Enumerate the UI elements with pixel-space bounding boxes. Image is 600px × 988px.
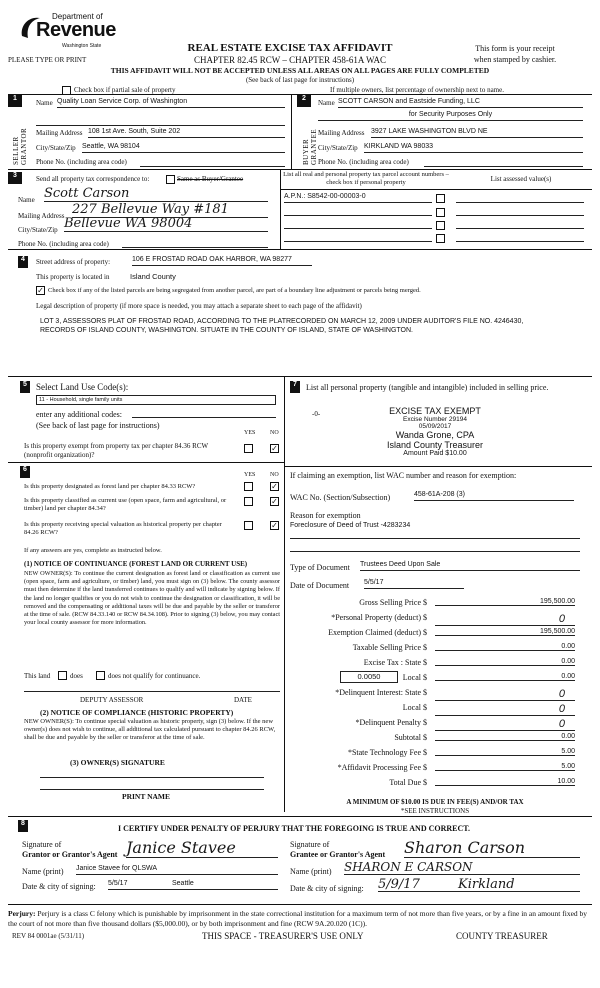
- parcel-number-3[interactable]: [284, 219, 432, 229]
- taxable-field[interactable]: 0.00: [435, 643, 575, 651]
- reason-field-line-2[interactable]: [290, 533, 580, 539]
- grantor-city-field[interactable]: Seattle: [168, 880, 278, 890]
- see-back-instructions: (See back of last page for instructions): [245, 76, 355, 84]
- doc-date-label: Date of Document: [290, 581, 350, 590]
- del-int-local-label: Local $: [402, 703, 427, 712]
- forest-no-checkbox[interactable]: ✓: [271, 482, 278, 491]
- grantor-date-label: Date & city of signing:: [22, 882, 96, 891]
- stamp-line-2: Excise Number 29194: [403, 416, 467, 423]
- s6-no-header: NO: [270, 472, 279, 478]
- assessed-value-4[interactable]: [456, 232, 584, 242]
- logo-name: Revenue: [36, 19, 116, 41]
- reason-label: Reason for exemption: [290, 511, 361, 520]
- grantor-sig-label-1: Signature of: [22, 840, 62, 849]
- additional-codes-label: enter any additional codes:: [36, 410, 122, 419]
- seller-phone-label: Phone No. (including area code): [36, 158, 127, 166]
- personal-label: *Personal Property (deduct) $: [331, 613, 427, 622]
- stamp-line-5: Island County Treasurer: [386, 440, 484, 450]
- grantee-city-field[interactable]: Kirkland: [448, 877, 580, 892]
- perjury-block: [8, 904, 592, 929]
- land-does-not-label: does not qualify for continuance.: [108, 672, 201, 680]
- land-does-checkbox[interactable]: [58, 671, 67, 680]
- s3-address-field[interactable]: 227 Bellevue Way #181: [72, 202, 268, 218]
- parcel-header-rule: [280, 189, 592, 190]
- current-use-yes-checkbox[interactable]: [244, 497, 253, 506]
- exempt-yes-checkbox[interactable]: [244, 444, 253, 453]
- grantee-signature[interactable]: Sharon Carson: [404, 838, 580, 858]
- s6-yes-header: YES: [244, 472, 256, 478]
- located-in-label: This property is located in: [36, 273, 110, 281]
- logo-state: Washington State: [62, 43, 102, 49]
- perjury-label: Perjury:: [8, 909, 36, 918]
- deputy-signature-line[interactable]: [24, 686, 280, 692]
- grantee-date-field[interactable]: 5/9/17: [378, 877, 448, 892]
- this-land-label: This land: [24, 672, 51, 680]
- exempt-stamp: [360, 406, 510, 457]
- delinquent-int-local-row: [290, 703, 575, 715]
- same-as-buyer-label: Same as Buyer/Grantee: [177, 175, 244, 183]
- street-address-label: Street address of property:: [36, 258, 111, 266]
- historical-yes-checkbox[interactable]: [244, 521, 253, 530]
- excise-state-row: [290, 658, 575, 670]
- parcel-3-personal-checkbox[interactable]: [436, 221, 445, 230]
- same-as-buyer-checkbox[interactable]: [166, 175, 175, 184]
- assessed-value-3[interactable]: [456, 219, 584, 229]
- personal-property-row: [290, 613, 575, 625]
- chapter-line: CHAPTER 82.45 RCW – CHAPTER 458-61A WAC: [194, 55, 386, 65]
- section-8-divider: [8, 816, 592, 817]
- s3-address-label: Mailing Address: [18, 212, 65, 220]
- stamp-line-4: Wanda Grone, CPA: [395, 430, 475, 440]
- buyer-phone-label: Phone No. (including area code): [318, 158, 409, 166]
- seller-address-label: Mailing Address: [36, 129, 83, 137]
- continuance-title: (1) NOTICE OF CONTINUANCE (FOREST LAND OR CURRENT USE): [24, 560, 248, 568]
- stamp-line-3: 05/09/2017: [418, 423, 452, 430]
- print-name-label: PRINT NAME: [122, 792, 170, 801]
- parcel-number-4[interactable]: [284, 232, 432, 242]
- parcel-number-1[interactable]: A.P.N.: S8542-00-00003-0: [284, 193, 432, 203]
- grantor-name-field[interactable]: Janice Stavee for QLSWA: [76, 865, 278, 875]
- affidavit-fee-field[interactable]: 5.00: [435, 763, 575, 771]
- parcel-header: List all real and personal property tax parcel account numbers – check box if personal property: [283, 171, 449, 186]
- s3-phone-label: Phone No. (including area code): [18, 240, 109, 248]
- page-title: REAL ESTATE EXCISE TAX AFFIDAVIT: [187, 42, 393, 54]
- grantee-sig-label-1: Signature of: [290, 840, 330, 849]
- minimum-fee-note: A MINIMUM OF $10.00 IS DUE IN FEE(S) AND/OR TAX: [346, 798, 524, 806]
- doc-type-field[interactable]: Trustees Deed Upon Sale: [360, 561, 580, 571]
- deputy-date-label: DATE: [234, 696, 252, 704]
- land-does-not-checkbox[interactable]: [96, 671, 105, 680]
- affidavit-fee-label: *Affidavit Processing Fee $: [337, 763, 427, 772]
- please-type: PLEASE TYPE OR PRINT: [8, 56, 87, 64]
- taxable-label: Taxable Selling Price $: [352, 643, 427, 652]
- assessed-header: List assessed value(s): [490, 175, 552, 183]
- buyer-side-label: BUYER GRANTEE: [302, 128, 318, 165]
- local-rate-field[interactable]: 0.0050: [340, 671, 398, 683]
- county-field[interactable]: Island County: [130, 272, 176, 281]
- personal-property-value[interactable]: -0-: [312, 410, 321, 418]
- seller-city-field[interactable]: Seattle, WA 98104: [82, 143, 285, 153]
- exemption-label: If claiming an exemption, list WAC number and reason for exemption:: [290, 471, 517, 480]
- excise-state-field[interactable]: 0.00: [435, 658, 575, 666]
- s3-name-label: Name: [18, 196, 35, 204]
- forest-land-question: Is this property designated as forest land per chapter 84.33 RCW?: [24, 483, 196, 490]
- segregated-label: Check box if any of the listed parcels are being segregated from another parcel, are part of a boundary line adjustment or parcels being merged.: [48, 287, 421, 294]
- revenue-logo: [18, 12, 116, 52]
- street-address-field[interactable]: 106 E FROSTAD ROAD OAK HARBOR, WA 98277: [132, 256, 312, 266]
- compliance-title: (2) NOTICE OF COMPLIANCE (HISTORIC PROPERTY): [40, 708, 234, 717]
- county-treasurer: COUNTY TREASURER: [456, 931, 548, 941]
- owner-print-line[interactable]: [40, 784, 264, 790]
- s3-city-label: City/State/Zip: [18, 226, 58, 234]
- buyer-city-label: City/State/Zip: [318, 144, 358, 152]
- s5-no-header: NO: [270, 430, 279, 436]
- owner-signature-label: (3) OWNER(S) SIGNATURE: [70, 758, 165, 767]
- wac-field[interactable]: 458-61A-208 (3): [414, 491, 574, 501]
- compliance-text: NEW OWNER(S): To continue special valuation as historic property, sign (3) below. If the new owner(s) does not wish to continue, all additional tax calculated pursuant to chapter 84.26 RCW, shall be due and payable by the seller or transferor at the time of sale.: [24, 718, 276, 741]
- multiple-owners-note: If multiple owners, list percentage of ownership next to name.: [330, 86, 504, 94]
- buyer-name-field-2[interactable]: for Security Purposes Only: [318, 111, 583, 121]
- seller-city-label: City/State/Zip: [36, 144, 76, 152]
- buyer-address-field[interactable]: 3927 LAKE WASHINGTON BLVD NE: [371, 128, 583, 138]
- if-any-yes: If any answers are yes, complete as instructed below.: [24, 547, 162, 554]
- buyer-phone-field[interactable]: [424, 157, 583, 167]
- reason-field-line-3[interactable]: [290, 546, 580, 552]
- buyer-name-label: Name: [318, 99, 335, 107]
- total-field[interactable]: 10.00: [435, 778, 575, 786]
- grantee-date-label: Date & city of signing:: [290, 884, 364, 893]
- exempt-no-checkbox[interactable]: ✓: [271, 444, 278, 453]
- excise-local-label: Local $: [402, 673, 427, 682]
- doc-date-field[interactable]: 5/5/17: [364, 579, 464, 589]
- parcel-1-personal-checkbox[interactable]: [436, 194, 445, 203]
- additional-codes-field[interactable]: [132, 408, 276, 418]
- exemption-claimed-field[interactable]: 195,500.00: [435, 628, 575, 636]
- s5-see-back: (See back of last page for instructions): [36, 421, 160, 430]
- reason-field[interactable]: Foreclosure of Deed of Trust -4283234: [290, 522, 411, 529]
- del-int-local-field[interactable]: 0: [435, 703, 575, 716]
- grantor-signature[interactable]: Janice Stavee: [126, 838, 278, 858]
- section-number-5: 5: [20, 381, 30, 393]
- legal-description-label: Legal description of property (if more space is needed, you may attach a separate sheet to each page of the affidavit): [36, 302, 362, 310]
- logo-dept: Department of: [52, 12, 103, 21]
- excise-state-label: Excise Tax : State $: [363, 658, 427, 667]
- s7-divider: [284, 466, 592, 467]
- tech-fee-row: [290, 748, 575, 760]
- del-int-state-field[interactable]: 0: [435, 688, 575, 701]
- section-number-4: 4: [18, 256, 28, 268]
- gross-selling-price-row: [290, 598, 575, 610]
- current-use-no-checkbox[interactable]: ✓: [271, 497, 278, 506]
- del-penalty-label: *Delinquent Penalty $: [355, 718, 427, 727]
- select-land-use-label: Select Land Use Code(s):: [36, 382, 129, 392]
- section-number-8: 8: [18, 820, 28, 832]
- wac-label: WAC No. (Section/Subsection): [290, 493, 391, 502]
- send-correspondence-label: Send all property tax correspondence to:: [36, 175, 150, 183]
- grantor-sig-label-2: Grantor or Grantor's Agent: [22, 850, 118, 859]
- total-label: Total Due $: [389, 778, 427, 787]
- seller-phone-field[interactable]: [140, 157, 285, 167]
- treasurer-space: THIS SPACE - TREASURER'S USE ONLY: [202, 931, 364, 941]
- seller-side-label: SELLER GRANTOR: [12, 127, 28, 165]
- personal-property-label: List all personal property (tangible and intangible) included in selling price.: [306, 383, 549, 392]
- delinquent-int-state-row: [290, 688, 575, 700]
- not-accepted-warning: THIS AFFIDAVIT WILL NOT BE ACCEPTED UNLESS ALL AREAS ON ALL PAGES ARE FULLY COMPLETED: [110, 66, 490, 75]
- grantor-date-field[interactable]: 5/5/17: [108, 880, 168, 890]
- section-6-divider: [8, 462, 284, 463]
- affidavit-fee-row: [290, 763, 575, 775]
- s3-name-field[interactable]: Scott Carson: [44, 186, 268, 202]
- total-due-row: [290, 778, 575, 790]
- certify-statement: I CERTIFY UNDER PENALTY OF PERJURY THAT THE FOREGOING IS TRUE AND CORRECT.: [118, 824, 471, 833]
- seller-name-field[interactable]: Quality Loan Service Corp. of Washington: [57, 98, 285, 108]
- seller-name-field-2[interactable]: [36, 118, 285, 126]
- delinquent-penalty-row: [290, 718, 575, 730]
- s3-city-field[interactable]: Bellevue WA 98004: [64, 216, 268, 232]
- seller-name-label: Name: [36, 99, 53, 107]
- subtotal-row: [290, 733, 575, 745]
- tech-fee-field[interactable]: 5.00: [435, 748, 575, 756]
- gross-label: Gross Selling Price $: [359, 598, 427, 607]
- section-number-6: 6: [20, 466, 30, 478]
- buyer-name-field[interactable]: SCOTT CARSON and Eastside Funding, LLC: [338, 98, 583, 108]
- buyer-address-label: Mailing Address: [318, 129, 365, 137]
- personal-field[interactable]: 0: [435, 613, 575, 626]
- exemption-claimed-label: Exemption Claimed (deduct) $: [328, 628, 427, 637]
- gross-field[interactable]: 195,500.00: [435, 598, 575, 606]
- historical-no-checkbox[interactable]: ✓: [271, 521, 278, 530]
- exempt-question: Is this property exempt from property tax per chapter 84.36 RCW (nonprofit organization)?: [24, 442, 208, 459]
- left-column-border: [284, 376, 285, 812]
- deputy-assessor-label: DEPUTY ASSESSOR: [80, 696, 144, 704]
- buyer-city-field[interactable]: KIRKLAND WA 98033: [364, 143, 583, 153]
- assessed-value-1[interactable]: [456, 193, 584, 203]
- receipt-line-2: when stamped by cashier.: [473, 55, 557, 64]
- grantee-sig-label-2: Grantee or Grantor's Agent: [290, 850, 386, 859]
- assessed-value-2[interactable]: [456, 206, 584, 216]
- form-revision: REV 84 0001ae (5/31/11): [12, 932, 85, 940]
- segregated-checkbox[interactable]: ✓: [37, 286, 44, 295]
- s5-yes-header: YES: [244, 430, 256, 436]
- subtotal-field[interactable]: 0.00: [435, 733, 575, 741]
- grantee-name-field[interactable]: SHARON E CARSON: [344, 860, 580, 875]
- seller-address-field[interactable]: 108 1st Ave. South, Suite 202: [88, 128, 285, 138]
- parcel-4-personal-checkbox[interactable]: [436, 234, 445, 243]
- continuance-text: NEW OWNER(S): To continue the current designation as forest land or classification as current use (open space, farm and agriculture, or timber) land, you must sign on (3) below. The county assessor must then determine if the land transferred continues to qualify and will indicate by signing below. If the land no longer qualifies or you do not wish to continue the designation or classification, it will be removed and the compensating or additional taxes will be due and payable by the seller or transferor at the time of sale. (RCW 84.33.140 or RCW 84.34.108). Prior to signing (3) below, you may contact your local county assessor for more information.: [24, 570, 280, 627]
- perjury-text: Perjury is a class C felony which is punishable by imprisonment in the state correctional institution for a maximum term of not more than five years, or by a fine in an amount fixed by the court of not more than five thousand dollars ($5,000.00), or by both imprisonment and fine (RCW 9A.20.020 (1C)).: [8, 909, 588, 928]
- parcel-number-2[interactable]: [284, 206, 432, 216]
- receipt-line-1: This form is your receipt: [475, 44, 555, 53]
- section-number-7: 7: [290, 381, 300, 393]
- del-penalty-field[interactable]: 0: [435, 718, 575, 731]
- grantor-name-label: Name (print): [22, 867, 64, 876]
- s3-phone-field[interactable]: [122, 238, 268, 248]
- see-instructions-note: *SEE INSTRUCTIONS: [400, 807, 470, 815]
- tech-fee-label: *State Technology Fee $: [347, 748, 427, 757]
- taxable-price-row: [290, 643, 575, 655]
- subtotal-label: Subtotal $: [394, 733, 427, 742]
- land-does-label: does: [70, 672, 83, 680]
- current-use-question: Is this property classified as current use (open space, farm and agricultural, or timber) land per chapter 84.34?: [24, 497, 227, 512]
- section-number-3: 3: [8, 172, 22, 184]
- section-4-divider: [8, 376, 592, 377]
- land-use-select[interactable]: 11 - Household, single family units: [36, 395, 276, 405]
- forest-yes-checkbox[interactable]: [244, 482, 253, 491]
- legal-description-text[interactable]: LOT 3, ASSESSORS PLAT OF FROSTAD ROAD, ACCORDING TO THE PLATRECORDED ON MARCH 12, 2009 UNDER AUDITOR'S FILE NO. 4246430, RECORDS OF ISLAND COUNTY, WASHINGTON. SITUATE IN THE COUNTY OF ISLAND, STATE OF WASHINGTON.: [40, 318, 524, 334]
- stamp-line-6: Amount Paid $10.00: [403, 450, 467, 457]
- historical-question: Is this property receiving special valuation as historical property per chapter 84.26 RCW?: [24, 521, 222, 536]
- doc-type-label: Type of Document: [290, 563, 350, 572]
- section-number-1: 1: [8, 95, 22, 107]
- del-int-state-label: *Delinquent Interest: State $: [335, 688, 427, 697]
- section-number-2: 2: [297, 95, 311, 107]
- partial-sale-label: Check box if partial sale of property: [74, 86, 176, 94]
- grantee-name-label: Name (print): [290, 867, 332, 876]
- exemption-claimed-row: [290, 628, 575, 640]
- excise-local-field[interactable]: 0.00: [435, 673, 575, 681]
- owner-signature-line[interactable]: [40, 772, 264, 778]
- parcel-2-personal-checkbox[interactable]: [436, 208, 445, 217]
- stamp-line-1: EXCISE TAX EXEMPT: [389, 406, 481, 416]
- excise-local-row: [290, 673, 575, 685]
